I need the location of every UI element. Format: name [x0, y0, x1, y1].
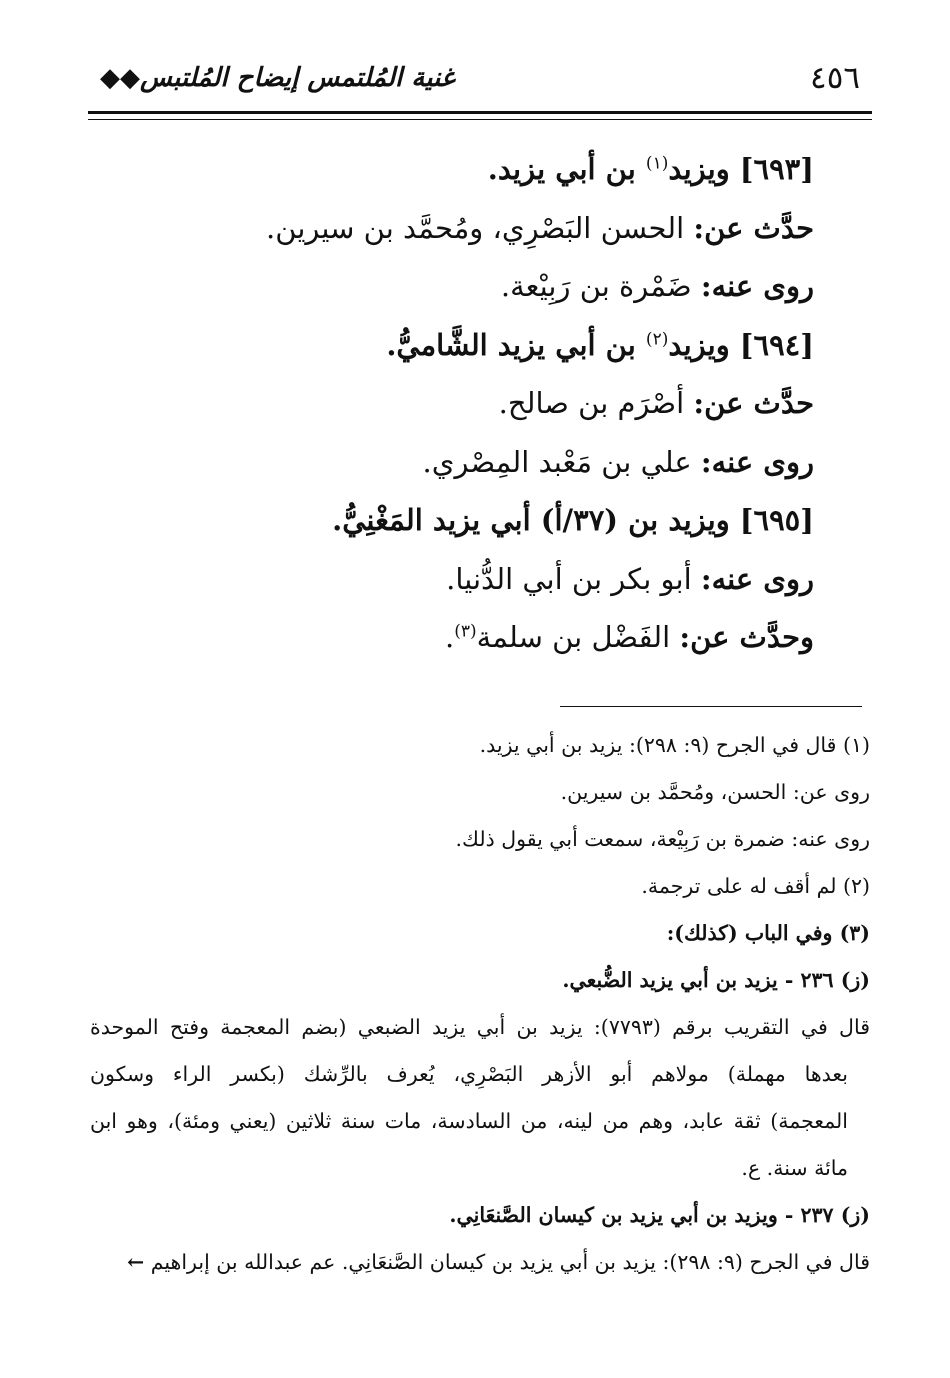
- footnote-separator: [560, 706, 862, 707]
- footnotes: [90, 722, 870, 1286]
- entry-text: علي بن مَعْبد المِصْري.: [422, 444, 701, 479]
- footnote-line: (٢) لم أقف له على ترجمة.: [641, 874, 870, 898]
- footnote-reference: (٣): [454, 621, 477, 642]
- entry-694-heading: [114, 316, 814, 375]
- entry-heading-text: بن أبي يزيد الشَّاميُّ.: [386, 327, 646, 362]
- entry-695-narrated-from: [114, 608, 814, 667]
- footnote-line: روى عن: الحسن، ومُحمَّد بن سيرين.: [560, 780, 870, 804]
- entry-label: وحدَّث عن:: [679, 620, 814, 654]
- entry-heading-text: [٦٩٥] ويزيد بن (٣٧/أ) أبي يزيد المَغْنِيُّ.: [332, 503, 814, 537]
- entry-694-narrated-by: [114, 433, 814, 492]
- entry-label: حدَّث عن:: [693, 386, 814, 420]
- entry-695-narrated-by: [114, 550, 814, 609]
- entry-text: ضَمْرة بن رَبِيْعة.: [500, 269, 701, 303]
- footnote-line: (ز) ٢٣٧ - ويزيد بن أبي يزيد بن كيسان الصَّنعَانِي.: [449, 1203, 870, 1227]
- footnote-line: [90, 1239, 870, 1286]
- footnote-line: (١) قال في الجرح (٩: ٢٩٨): يزيد بن أبي يزيد.: [479, 733, 870, 757]
- footnote-line: مائة سنة. ع.: [741, 1156, 848, 1180]
- footnote-line: روى عنه: ضمرة بن رَبِيْعة، سمعت أبي يقول ذلك.: [455, 827, 870, 851]
- entry-693-narrated-from: [114, 199, 814, 258]
- entry-heading-text: [٦٩٣] ويزيد: [668, 152, 814, 186]
- entry-label: حدَّث عن:: [693, 210, 814, 245]
- entry-text: أبو بكر بن أبي الدُّنيا.: [446, 561, 701, 596]
- entry-heading-text: [٦٩٤] ويزيد: [668, 327, 814, 362]
- entry-heading-text: بن أبي يزيد.: [487, 152, 646, 186]
- entry-text: .: [445, 620, 455, 654]
- entry-text: الحسن البَصْرِي، ومُحمَّد بن سيرين.: [266, 210, 694, 245]
- entry-694-narrated-from: [114, 374, 814, 433]
- entry-693-heading: [114, 140, 814, 199]
- entry-label: روى عنه:: [700, 269, 814, 303]
- footnote-reference: (٢): [645, 328, 669, 349]
- page-header: [100, 58, 860, 98]
- footnote-line: قال في التقريب برقم (٧٧٩٣): يزيد بن أبي يزيد الضبعي (بضم المعجمة وفتح الموحدة: [90, 1015, 870, 1039]
- entry-text: أصْرَم بن صالح.: [498, 386, 694, 420]
- entry-text: الفَضْل بن سلمة: [476, 620, 680, 654]
- footnote-text: قال في الجرح (٩: ٢٩٨): يزيد بن أبي يزيد بن كيسان الصَّنعَانِي. عم عبدالله بن إبراهيم: [150, 1250, 870, 1274]
- footnote-line: (ز) ٢٣٦ - يزيد بن أبي يزيد الضُّبعي.: [562, 968, 870, 992]
- entry-695-heading: [114, 491, 814, 550]
- header-rule-thick: [88, 111, 872, 114]
- footnote-line: (٣) وفي الباب (كذلك):: [666, 921, 870, 945]
- running-title: غنية المُلتمس إيضاح المُلتبس◆◆: [100, 63, 455, 93]
- main-text: [114, 140, 814, 667]
- entry-693-narrated-by: [114, 257, 814, 316]
- entry-label: روى عنه:: [700, 444, 814, 479]
- header-rule-thin: [88, 119, 872, 120]
- footnote-line: المعجمة) ثقة عابد، وهم من لينه، من السادسة، مات سنة ثلاثين (يعني ومئة)، وهو ابن: [90, 1109, 848, 1133]
- footnote-line: بعدها مهملة) مولاهم أبو الأزهر البَصْرِي، يُعرف بالرِّشك (بكسر الراء وسكون: [90, 1062, 848, 1086]
- footnote-reference: (١): [645, 153, 669, 174]
- continuation-arrow-icon: ←: [127, 1250, 145, 1274]
- entry-label: روى عنه:: [700, 561, 814, 596]
- page-number: ٤٥٦: [810, 60, 860, 96]
